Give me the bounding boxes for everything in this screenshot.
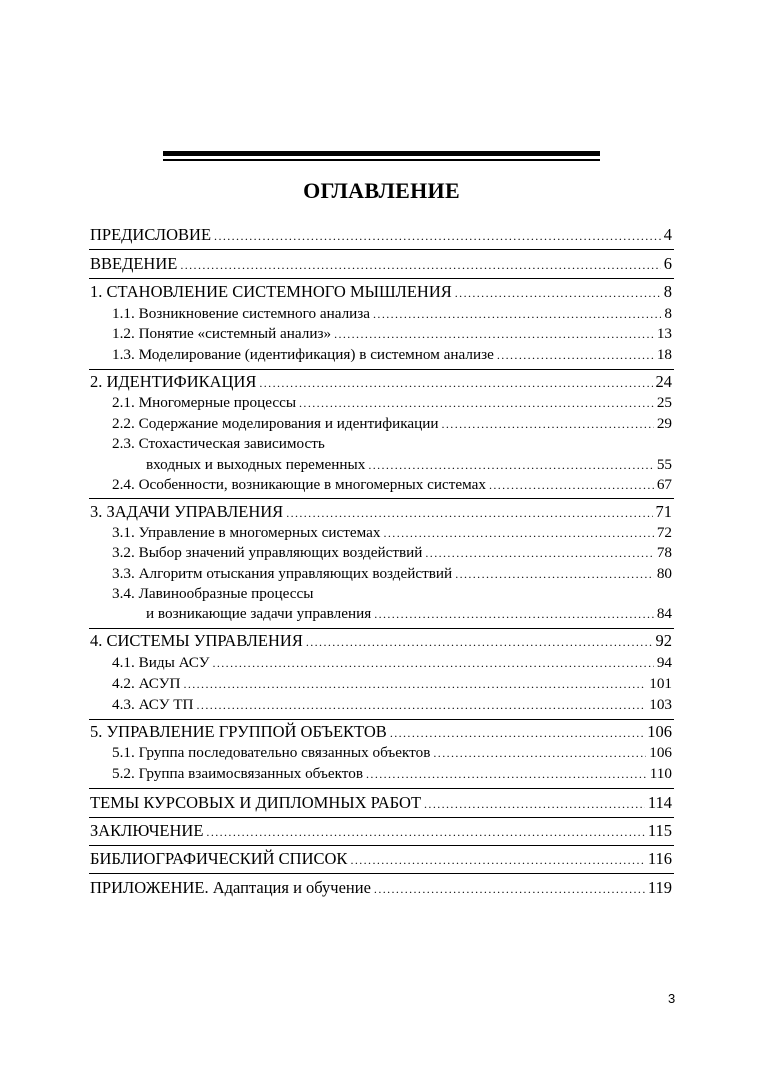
toc-entry-label: 2.3. Стохастическая зависимость (112, 435, 325, 452)
toc-entry-label: ЗАКЛЮЧЕНИЕ (90, 821, 204, 840)
toc-entry-page: 101 (649, 675, 672, 692)
toc-entry-label: 4.2. АСУП (112, 675, 181, 692)
toc-entry-4-1[interactable] (112, 655, 672, 670)
leader-dots (306, 636, 653, 648)
toc-entry-page: 110 (649, 765, 672, 782)
toc-entry-label: 3. ЗАДАЧИ УПРАВЛЕНИЯ (90, 502, 284, 521)
toc-entry-chapter-5[interactable] (90, 724, 672, 741)
leader-dots (424, 798, 645, 810)
leader-dots (197, 699, 647, 711)
toc-entry-page: 13 (656, 325, 672, 342)
separator (89, 873, 674, 874)
toc-entry-chapter-2[interactable] (90, 374, 672, 391)
toc-entry-chapter-4[interactable] (90, 633, 672, 650)
toc-entry-page: 18 (656, 346, 672, 363)
separator (89, 817, 674, 818)
toc-entry-2-1[interactable] (112, 395, 672, 410)
toc-entry-page: 25 (656, 394, 672, 411)
separator (89, 498, 674, 499)
toc-entry-page: 119 (647, 878, 672, 897)
leader-dots (286, 507, 652, 519)
toc-entry-4-3[interactable] (112, 697, 672, 712)
toc-entry-2-3[interactable] (146, 457, 672, 472)
toc-entry-label: 2.1. Многомерные процессы (112, 394, 297, 411)
toc-entry-label: ПРЕДИСЛОВИЕ (90, 225, 212, 244)
toc-entry-2-3-line-1[interactable] (112, 436, 672, 451)
toc-entry-1-3[interactable] (112, 347, 672, 362)
toc-entry-label: 1. СТАНОВЛЕНИЕ СИСТЕМНОГО МЫШЛЕНИЯ (90, 282, 452, 301)
leader-dots (497, 349, 654, 361)
toc-entry-label: 5.2. Группа взаимосвязанных объектов (112, 765, 364, 782)
toc-entry-page: 24 (655, 372, 672, 391)
leader-dots (373, 308, 661, 320)
toc-entry-page: 78 (656, 544, 672, 561)
leader-dots (433, 747, 646, 759)
toc-entry-label-continued: входных и выходных переменных (146, 456, 366, 473)
toc-entry-conclusion[interactable] (90, 823, 672, 840)
toc-entry-page: 103 (649, 696, 672, 713)
toc-entry-appendix[interactable] (90, 880, 672, 897)
toc-entry-3-4-line-1[interactable] (112, 586, 672, 601)
toc-entry-1-2[interactable] (112, 326, 672, 341)
toc-entry-label: 2.2. Содержание моделирования и идентификации (112, 415, 439, 432)
leader-dots (384, 527, 654, 539)
toc-entry-label: 5.1. Группа последовательно связанных объектов (112, 744, 431, 761)
toc-entry-1-1[interactable] (112, 306, 672, 321)
toc-entry-page: 114 (647, 793, 672, 812)
leader-dots (183, 678, 646, 690)
toc-entry-label: 1.3. Моделирование (идентификация) в системном анализе (112, 346, 494, 363)
toc-entry-page: 80 (656, 565, 672, 582)
leader-dots (374, 883, 645, 895)
toc-entry-label: ВВЕДЕНИЕ (90, 254, 178, 273)
leader-dots (390, 727, 644, 739)
leader-dots (442, 418, 654, 430)
toc-entry-label: 3.3. Алгоритм отыскания управляющих воздействий (112, 565, 453, 582)
toc-entry-label: БИБЛИОГРАФИЧЕСКИЙ СПИСОК (90, 849, 348, 868)
leader-dots (212, 657, 653, 669)
toc-entry-page: 115 (647, 821, 672, 840)
toc-entry-label: 3.4. Лавинообразные процессы (112, 585, 314, 602)
leader-dots (206, 826, 644, 838)
toc-entry-page: 29 (656, 415, 672, 432)
leader-dots (334, 328, 654, 340)
toc-entry-4-2[interactable] (112, 676, 672, 691)
toc-entry-2-2[interactable] (112, 416, 672, 431)
toc-entry-label: 1.1. Возникновение системного анализа (112, 305, 371, 322)
toc-entry-label-continued: и возникающие задачи управления (146, 605, 372, 622)
toc-entry-chapter-1[interactable] (90, 284, 672, 301)
leader-dots (489, 479, 654, 491)
toc-entry-label: 4.3. АСУ ТП (112, 696, 194, 713)
toc-entry-label: 4. СИСТЕМЫ УПРАВЛЕНИЯ (90, 631, 303, 650)
toc-entry-chapter-3[interactable] (90, 504, 672, 521)
page-title: ОГЛАВЛЕНИЕ (303, 178, 460, 203)
toc-entry-3-3[interactable] (112, 566, 672, 581)
leader-dots (350, 854, 644, 866)
toc-entry-page: 8 (663, 282, 672, 301)
toc-entry-bibliography[interactable] (90, 851, 672, 868)
toc-entry-3-1[interactable] (112, 525, 672, 540)
toc-entry-3-2[interactable] (112, 545, 672, 560)
toc-entry-page: 116 (647, 849, 672, 868)
toc-entry-label: 2.4. Особенности, возникающие в многомерных системах (112, 476, 486, 493)
toc-entry-label: 3.1. Управление в многомерных системах (112, 524, 381, 541)
leader-dots (425, 547, 653, 559)
toc-entry-label: 5. УПРАВЛЕНИЕ ГРУППОЙ ОБЪЕКТОВ (90, 722, 387, 741)
leader-dots (374, 608, 654, 620)
separator (89, 845, 674, 846)
toc-entry-page: 106 (647, 722, 672, 741)
toc-entry-3-4[interactable] (146, 606, 672, 621)
toc-entry-label: ТЕМЫ КУРСОВЫХ И ДИПЛОМНЫХ РАБОТ (90, 793, 422, 812)
toc-entry-5-2[interactable] (112, 766, 672, 781)
separator (89, 249, 674, 250)
separator (89, 369, 674, 370)
toc-entry-preface[interactable] (90, 227, 672, 244)
toc-entry-label: 1.2. Понятие «системный анализ» (112, 325, 332, 342)
leader-dots (368, 459, 653, 471)
leader-dots (259, 377, 652, 389)
leader-dots (214, 230, 661, 242)
toc-entry-page: 72 (656, 524, 672, 541)
separator (89, 719, 674, 720)
toc-entry-page: 106 (649, 744, 672, 761)
toc-entry-5-1[interactable] (112, 745, 672, 760)
toc-entry-label: 4.1. Виды АСУ (112, 654, 210, 671)
toc-entry-themes[interactable] (90, 795, 672, 812)
toc-entry-page: 84 (656, 605, 672, 622)
toc-entry-intro[interactable] (90, 256, 672, 273)
separator (89, 278, 674, 279)
toc-entry-page: 94 (656, 654, 672, 671)
toc-entry-page: 6 (663, 254, 672, 273)
leader-dots (299, 397, 654, 409)
toc-entry-page: 92 (655, 631, 672, 650)
leader-dots (455, 287, 661, 299)
toc-entry-page: 8 (664, 305, 672, 322)
toc-entry-2-4[interactable] (112, 477, 672, 492)
leader-dots (366, 768, 647, 780)
leader-dots (180, 259, 660, 271)
toc-entry-label: ПРИЛОЖЕНИЕ. Адаптация и обучение (90, 878, 371, 897)
toc-entry-label: 2. ИДЕНТИФИКАЦИЯ (90, 372, 257, 391)
page-number: 3 (668, 991, 676, 1006)
separator (89, 628, 674, 629)
toc-entry-label: 3.2. Выбор значений управляющих воздействий (112, 544, 423, 561)
toc-entry-page: 71 (655, 502, 672, 521)
toc-entry-page: 67 (656, 476, 672, 493)
separator (89, 788, 674, 789)
leader-dots (455, 568, 654, 580)
toc-entry-page: 55 (656, 456, 672, 473)
toc-entry-page: 4 (663, 225, 672, 244)
